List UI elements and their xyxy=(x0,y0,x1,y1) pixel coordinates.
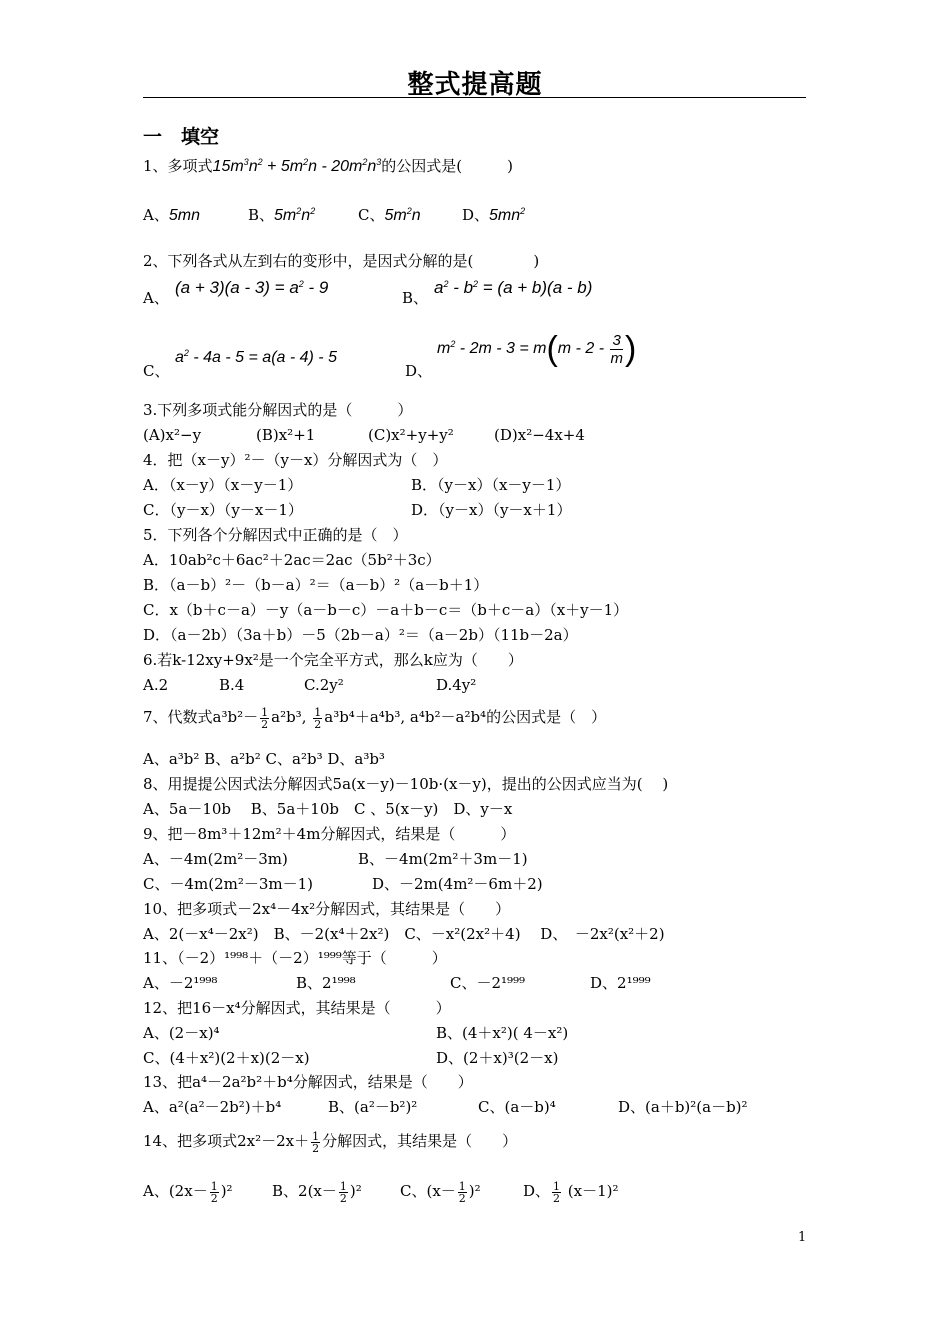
q5-option-d: D．（a－2b）（3a＋b）－5（2b－a）²＝（a－2b）（11b－2a） xyxy=(143,626,578,644)
q2-option-a-expression: $(a + 3)(a - 3) = a^2 - 9$ xyxy=(175,278,329,297)
question-1 xyxy=(143,157,513,176)
q7-fraction-2: $\frac{1}{2}$ xyxy=(314,705,322,731)
q1-expression: $15m^3n^2 + 5m^2n - 20m^2n^3$ xyxy=(212,157,382,175)
q2-option-c-expression: $a^2 - 4a - 5 = a(a - 4) - 5$ xyxy=(175,348,337,366)
page-title: 整式提高题 xyxy=(407,70,543,100)
q2-option-b-expression: $a^2 - b^2 = (a + b)(a - b)$ xyxy=(434,278,593,297)
q4-option-a: A．（x－y）（x－y－1） xyxy=(143,476,303,494)
q1-option-c: C、$5m^2n$ xyxy=(358,206,421,224)
q6-option-c: C.2y² xyxy=(304,676,344,694)
question-7: 7、代数式a³b²－ $\frac{1}{2}$ a²b³, $\frac{1}{2}$ a³b⁴＋a⁴b³, a⁴b²－a²b⁴的公因式是（ ） xyxy=(143,705,607,731)
q3-option-c: (C)x²+y+y² xyxy=(368,426,454,444)
question-13: 13、把a⁴－2a²b²＋b⁴分解因式，结果是（ ） xyxy=(143,1073,473,1091)
q6-option-b: B.4 xyxy=(219,676,245,694)
question-14: 14、把多项式2x²－2x＋ $\frac{1}{2}$ 分解因式，其结果是（ ） xyxy=(143,1129,518,1155)
question-11: 11、（－2）¹⁹⁹⁸＋（－2）¹⁹⁹⁹等于（ ） xyxy=(143,949,447,967)
page-number: 1 xyxy=(798,1230,807,1245)
q14-option-d: D、 $\frac{1}{2}$ (x－1)² xyxy=(523,1179,619,1205)
q9-option-d: D、－2m(4m²－6m＋2) xyxy=(372,875,543,893)
q8-options: A、5a－10b B、5a＋10b C 、5(x－y) D、y－x xyxy=(143,800,513,818)
q3-option-d: (D)x²−4x+4 xyxy=(494,426,585,444)
question-2: 2、下列各式从左到右的变形中，是因式分解的是( ) xyxy=(143,252,540,270)
question-6: 6.若k-12xy+9x²是一个完全平方式，那么k应为（ ） xyxy=(143,651,523,669)
q1-tail: 的公因式是( ) xyxy=(381,157,513,175)
q2-option-d-label: D、 xyxy=(405,362,433,380)
question-9: 9、把－8m³＋12m²＋4m分解因式，结果是（ ） xyxy=(143,825,516,843)
q3-option-a: (A)x²−y xyxy=(143,426,202,444)
q12-option-d: D、(2＋x)³(2－x) xyxy=(436,1049,559,1067)
q12-option-a: A、(2－x)⁴ xyxy=(143,1024,220,1042)
q11-option-a: A、－2¹⁹⁹⁸ xyxy=(143,974,218,992)
q13-option-d: D、(a＋b)²(a－b)² xyxy=(618,1098,748,1116)
title-underline xyxy=(143,97,806,98)
q6-option-d: D.4y² xyxy=(436,676,477,694)
question-10: 10、把多项式－2x⁴－4x²分解因式，其结果是（ ） xyxy=(143,900,511,918)
q4-option-d: D．（y－x）（y－x＋1） xyxy=(411,501,572,519)
q9-option-c: C、－4m(2m²－3m－1) xyxy=(143,875,314,893)
q2-option-b-label: B、 xyxy=(402,289,429,307)
q11-option-c: C、－2¹⁹⁹⁹ xyxy=(450,974,526,992)
q5-option-a: A．10ab²c＋6ac²＋2ac＝2ac（5b²＋3c） xyxy=(143,551,441,569)
q1-stem: 1、多项式 xyxy=(143,157,213,175)
q4-option-c: C．（y－x）（y－x－1） xyxy=(143,501,303,519)
q11-option-d: D、2¹⁹⁹⁹ xyxy=(590,974,651,992)
q14-fraction: $\frac{1}{2}$ xyxy=(312,1129,320,1155)
q13-option-b: B、(a²－b²)² xyxy=(328,1098,418,1116)
question-5: 5．下列各个分解因式中正确的是（ ） xyxy=(143,526,408,544)
question-3: 3.下列多项式能分解因式的是（ ） xyxy=(143,401,413,419)
section-heading: 一 填空 xyxy=(143,126,220,148)
q2-option-a-label: A、 xyxy=(143,289,169,307)
q6-option-a: A.2 xyxy=(143,676,169,694)
q2-option-c-label: C、 xyxy=(143,362,170,380)
q11-option-b: B、2¹⁹⁹⁸ xyxy=(296,974,356,992)
q4-option-b: B．（y－x）（x－y－1） xyxy=(411,476,571,494)
q13-option-a: A、a²(a²－2b²)＋b⁴ xyxy=(143,1098,282,1116)
q1-option-d: D、$5mn^2$ xyxy=(462,206,526,224)
q7-fraction-1: $\frac{1}{2}$ xyxy=(261,705,269,731)
q10-options: A、2(－x⁴－2x²) B、－2(x⁴＋2x²) C、－x²(2x²＋4) D、 －2x²(x²＋2) xyxy=(143,925,665,943)
q12-option-b: B、(4＋x²)( 4－x²) xyxy=(436,1024,569,1042)
q1-option-b: B、$5m^2n^2$ xyxy=(248,206,316,224)
q1-option-a: A、5mn xyxy=(143,206,200,224)
q14-option-c: C、(x－ $\frac{1}{2}$ )² xyxy=(400,1179,481,1205)
q13-option-c: C、(a－b)⁴ xyxy=(478,1098,556,1116)
q7-options: A、a³b² B、a²b² C、a²b³ D、a³b³ xyxy=(143,750,385,768)
question-8: 8、用提提公因式法分解因式5a(x－y)－10b·(x－y)，提出的公因式应当为( ) xyxy=(143,775,669,793)
q9-option-a: A、－4m(2m²－3m) xyxy=(143,850,288,868)
q5-option-c: C．x（b＋c－a）－y（a－b－c）－a＋b－c＝（b＋c－a）（x＋y－1） xyxy=(143,601,629,619)
q3-option-b: (B)x²+1 xyxy=(256,426,316,444)
question-4: 4．把（x－y）²－（y－x）分解因式为（ ） xyxy=(143,451,448,469)
q14-option-a: A、(2x－ $\frac{1}{2}$ )² xyxy=(143,1179,233,1205)
q9-option-b: B、－4m(2m²＋3m－1) xyxy=(358,850,528,868)
question-12: 12、把16－x⁴分解因式，其结果是（ ） xyxy=(143,999,451,1017)
q5-option-b: B．（a－b）²－（b－a）²＝（a－b）²（a－b＋1） xyxy=(143,576,489,594)
q2-option-d-expression: $m^2 - 2m - 3 = m(m - 2$ - $\frac{3}{m}$ ) xyxy=(437,330,637,368)
q14-option-b: B、2(x－ $\frac{1}{2}$ )² xyxy=(272,1179,362,1205)
q12-option-c: C、(4＋x²)(2＋x)(2－x) xyxy=(143,1049,310,1067)
